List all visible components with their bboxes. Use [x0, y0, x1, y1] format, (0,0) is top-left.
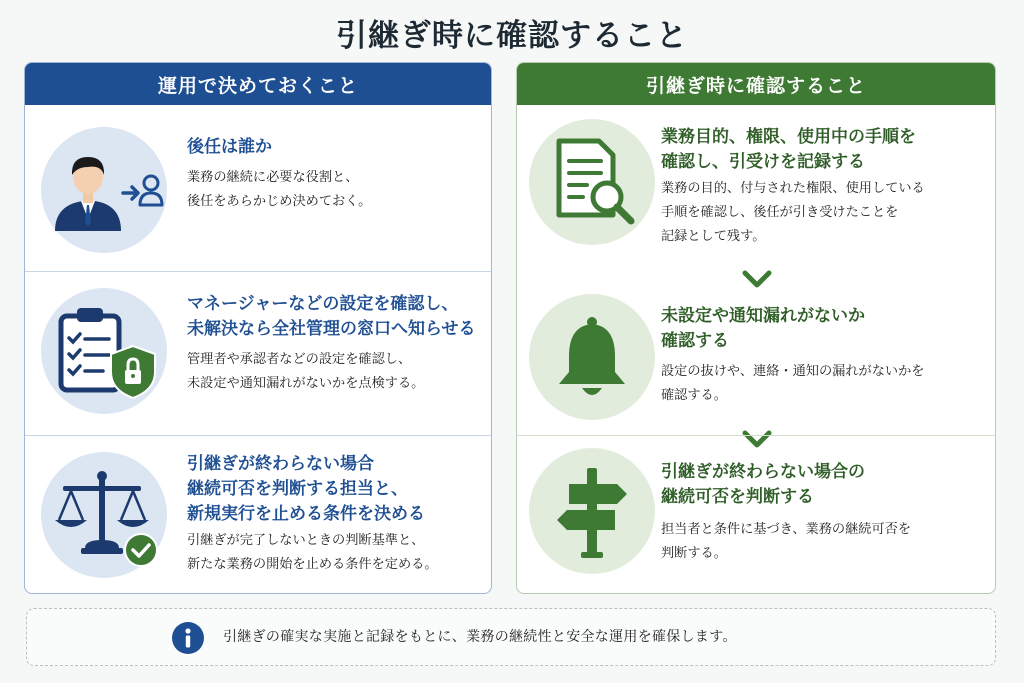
left-item-successor: [25, 105, 491, 271]
heading-line: 確認し、引受けを記録する: [661, 152, 865, 172]
left-item-1-body: [187, 166, 371, 214]
left-item-1-text: [187, 135, 371, 214]
info-text: 引継ぎの確実な実施と記録をもとに、業務の継続性と安全な運用を確保します。: [223, 629, 737, 645]
heading-line: 引継ぎが終わらない場合の: [661, 462, 865, 482]
right-item-decision: [517, 435, 995, 594]
right-item-1-text: [661, 125, 925, 249]
heading-line: 継続可否を判断する: [661, 487, 814, 507]
body-line: 確認する。: [661, 388, 727, 403]
body-line: 後任をあらかじめ決めておく。: [187, 194, 372, 209]
heading-line: 未解決なら全社管理の窓口へ知らせる: [187, 319, 476, 339]
heading-line: 確認する: [661, 331, 729, 351]
heading-line: 後任は誰か: [187, 137, 272, 157]
right-item-2-body: [661, 360, 924, 408]
heading-line: 業務目的、権限、使用中の手順を: [661, 127, 916, 147]
body-line: 新たな業務の開始を止める条件を定める。: [187, 557, 438, 572]
page-title: 引継ぎ時に確認すること: [336, 18, 688, 54]
right-item-2-heading: [661, 304, 924, 354]
left-item-settings: [25, 271, 491, 435]
body-line: 担当者と条件に基づき、業務の継続可否を: [661, 522, 912, 537]
left-item-2-text: [187, 292, 476, 396]
left-panel-header: 運用で決めておくこと: [25, 63, 491, 105]
document-search-icon: [529, 119, 655, 245]
left-panel: [24, 62, 492, 594]
body-line: 判断する。: [661, 546, 727, 561]
right-item-2-text: [661, 304, 924, 408]
bell-icon: [529, 294, 655, 420]
left-item-3-text: [187, 452, 438, 577]
right-item-1-body: [661, 177, 925, 249]
right-panel: [516, 62, 996, 594]
heading-line: マネージャーなどの設定を確認し、: [187, 294, 459, 314]
signpost-icon: [529, 448, 655, 574]
body-line: 記録として残す。: [661, 229, 766, 244]
body-line: 業務の継続に必要な役割と、: [187, 170, 359, 185]
scales-check-icon: [41, 452, 167, 578]
body-line: 管理者や承認者などの設定を確認し、: [187, 352, 412, 367]
body-line: 設定の抜けや、連絡・通知の漏れがないかを: [661, 364, 925, 379]
info-icon: [171, 621, 205, 655]
right-item-3-heading: [661, 460, 911, 510]
right-item-1-heading: [661, 125, 925, 175]
right-item-notify: [517, 271, 995, 435]
left-item-decision: [25, 435, 491, 594]
body-line: 未設定や通知漏れがないかを点検する。: [187, 376, 425, 391]
checklist-shield-lock-icon: [41, 288, 167, 414]
heading-line: 継続可否を判断する担当と、: [187, 479, 408, 499]
left-item-2-body: [187, 348, 476, 396]
body-line: 手順を確認し、後任が引き受けたことを: [661, 205, 899, 220]
left-item-3-heading: [187, 452, 438, 527]
right-panel-header: 引継ぎ時に確認すること: [517, 63, 995, 105]
person-arrow-successor-icon: [41, 127, 167, 253]
left-item-2-heading: [187, 292, 476, 342]
heading-line: 引継ぎが終わらない場合: [187, 454, 374, 474]
heading-line: 新規実行を止める条件を決める: [187, 504, 425, 524]
right-item-3-body: [661, 518, 911, 566]
heading-line: 未設定や通知漏れがないか: [661, 306, 865, 326]
right-item-3-text: [661, 460, 911, 566]
info-bar: [26, 608, 996, 666]
left-item-3-body: [187, 529, 438, 577]
body-line: 引継ぎが完了しないときの判断基準と、: [187, 533, 425, 548]
right-item-record: [517, 105, 995, 271]
body-line: 業務の目的、付与された権限、使用している: [661, 181, 925, 196]
left-item-1-heading: [187, 135, 371, 160]
